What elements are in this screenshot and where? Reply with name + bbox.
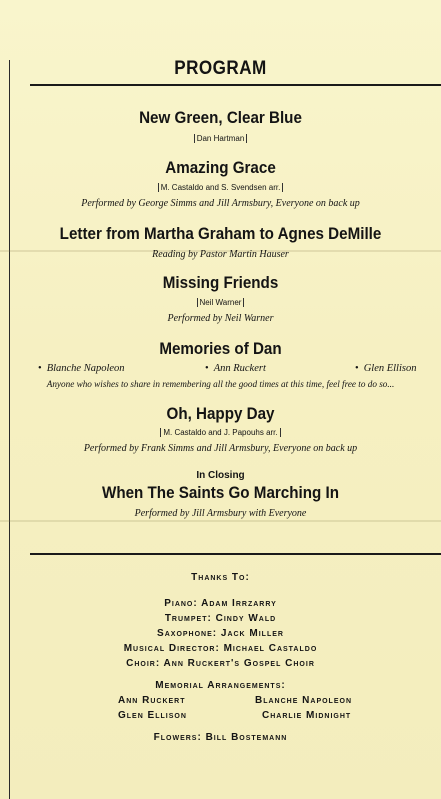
song-credit: Neil Warner — [0, 298, 441, 307]
speaker-name: • Blanche Napoleon — [38, 363, 125, 374]
memories-title: Memories of Dan — [159, 340, 282, 358]
song-title: New Green, Clear Blue — [139, 109, 302, 127]
speaker-name: • Ann Ruckert — [205, 363, 266, 374]
thanks-line: Piano: Adam Irrzarry — [164, 598, 277, 609]
song-title: When The Saints Go Marching In — [101, 484, 339, 502]
memorial-name: Ann Ruckert — [118, 695, 186, 706]
song-credit: M. Castaldo and J. Papouhs arr. — [0, 428, 441, 437]
heading-rule — [30, 84, 441, 86]
thanks-line: Choir: Ann Ruckert's Gospel Choir — [126, 658, 315, 669]
performer-line: Performed by George Simms and Jill Armsbury, Everyone on back up — [81, 198, 360, 209]
song-title: Amazing Grace — [165, 159, 276, 177]
thanks-line: Musical Director: Michael Castaldo — [123, 643, 318, 654]
song-credit: M. Castaldo and S. Svendsen arr. — [0, 183, 441, 192]
song-title: Missing Friends — [162, 274, 279, 292]
reading-title: Letter from Martha Graham to Agnes DeMille — [59, 225, 382, 243]
memorial-name: Charlie Midnight — [262, 710, 352, 721]
thanks-line: Saxophone: Jack Miller — [157, 628, 284, 639]
performer-line: Anyone who wishes to share in remembering all the good times at this time, feel free to do so... — [46, 379, 395, 389]
performer-line: Performed by Frank Simms and Jill Armsbury, Everyone on back up — [83, 443, 358, 454]
section-rule — [30, 553, 441, 555]
program-heading: PROGRAM — [174, 58, 267, 79]
thanks-heading: Thanks To: — [191, 572, 250, 583]
memorial-heading: Memorial Arrangements: — [155, 680, 286, 691]
song-credit: Dan Hartman — [0, 134, 441, 143]
paper-fold — [0, 520, 441, 522]
memories-speakers — [38, 363, 428, 377]
performer-line: Performed by Neil Warner — [167, 313, 274, 324]
flowers-credit: Flowers: Bill Bostemann — [153, 732, 288, 743]
speaker-name: • Glen Ellison — [355, 363, 416, 374]
closing-label: In Closing — [196, 470, 245, 481]
memorial-name: Glen Ellison — [118, 710, 187, 721]
performer-line: Performed by Jill Armsbury with Everyone — [134, 508, 307, 519]
performer-line: Reading by Pastor Martin Hauser — [152, 249, 289, 260]
song-title: Oh, Happy Day — [166, 405, 275, 423]
memorial-name: Blanche Napoleon — [255, 695, 353, 706]
thanks-line: Trumpet: Cindy Wald — [164, 613, 277, 624]
